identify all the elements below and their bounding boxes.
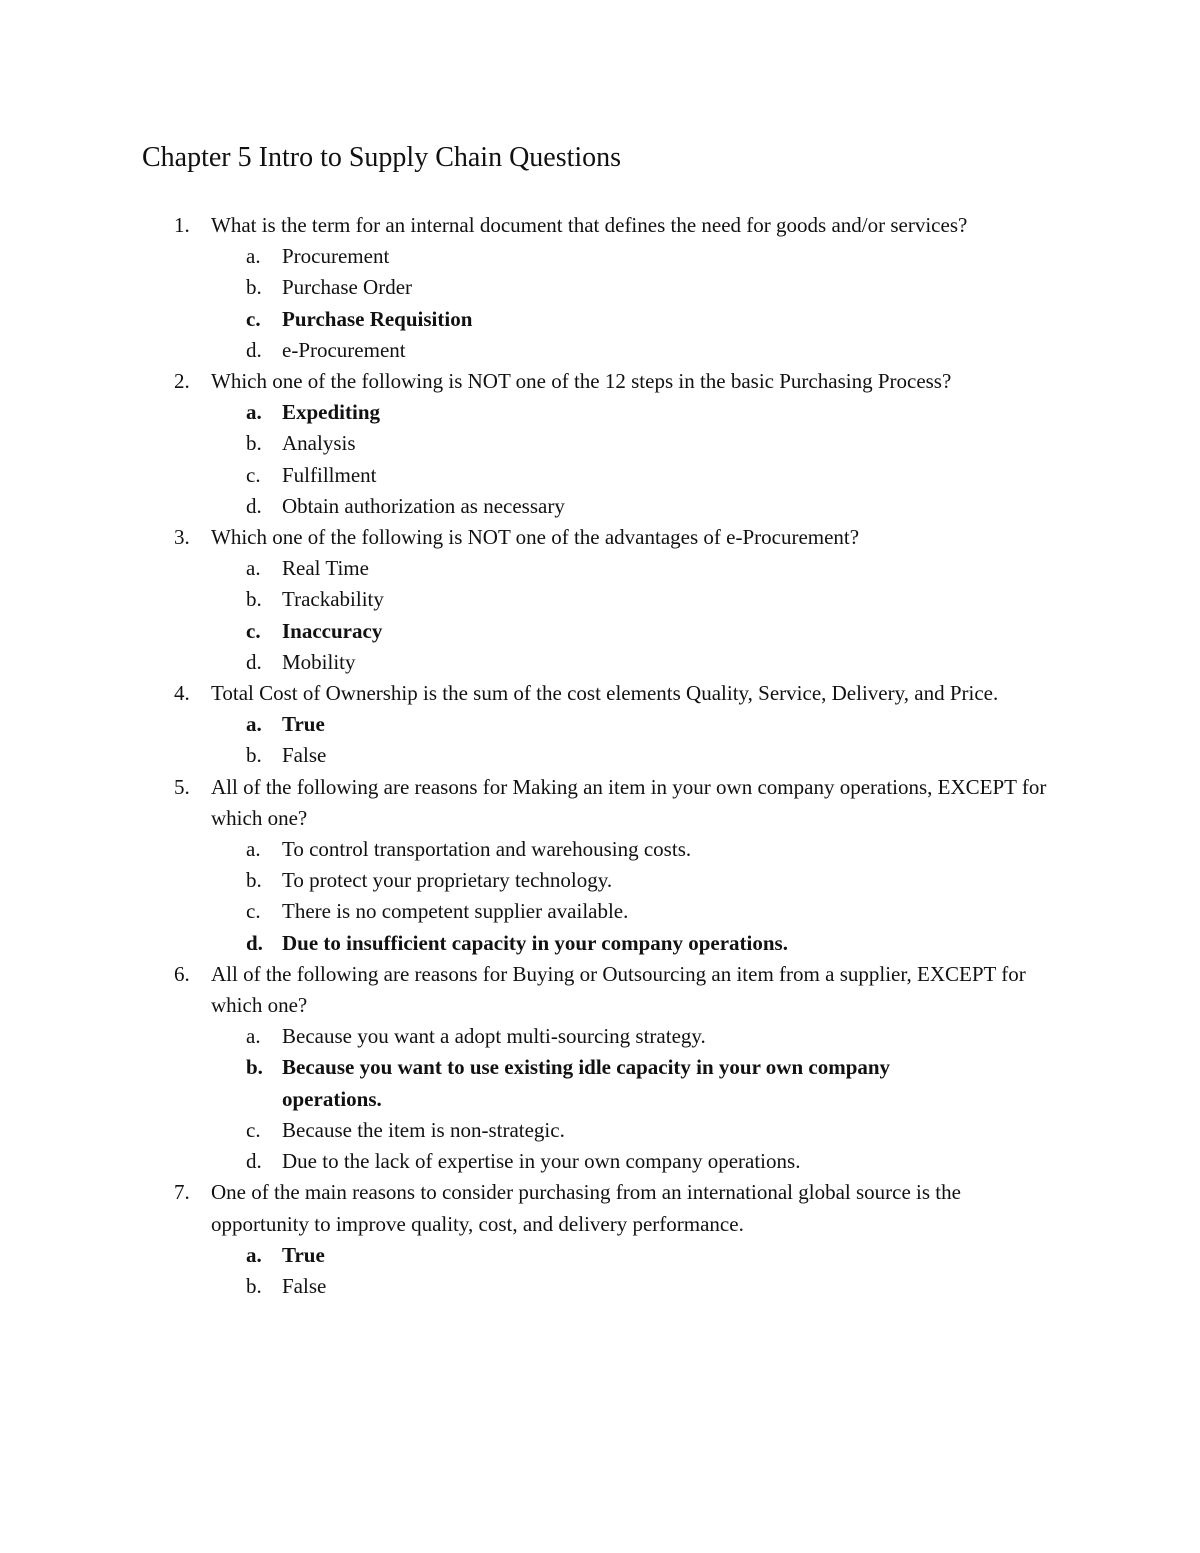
- answer-option: [0, 1115, 1200, 1146]
- question-text: Total Cost of Ownership is the sum of the cost elements Quality, Service, Delivery, and Price.: [211, 681, 999, 706]
- option-letter: c.: [246, 462, 261, 487]
- question-number: 3.: [174, 525, 190, 550]
- answer-options: [0, 397, 1200, 522]
- answer-option: [0, 491, 1200, 522]
- question-item: [0, 1177, 1200, 1302]
- option-letter: c.: [246, 1117, 261, 1142]
- answer-option-correct: [0, 709, 1200, 740]
- answer-option-correct: [0, 304, 1200, 335]
- answer-options: [0, 709, 1200, 771]
- question-number: 1.: [174, 213, 190, 237]
- question-number: 4.: [174, 681, 190, 706]
- answer-option: [0, 428, 1200, 459]
- option-letter: a.: [246, 1024, 261, 1049]
- answer-options: [0, 553, 1200, 678]
- option-text: e-Procurement: [282, 337, 406, 362]
- option-letter: a.: [246, 837, 261, 862]
- answer-option-correct: [0, 928, 1200, 959]
- option-letter: c.: [246, 306, 261, 331]
- option-letter: b.: [246, 587, 262, 612]
- answer-option-correct: [0, 397, 1200, 428]
- answer-option: [0, 584, 1200, 615]
- question-text: What is the term for an internal document that defines the need for goods and/or services?: [211, 213, 968, 237]
- option-letter: b.: [246, 743, 262, 768]
- option-text: True: [282, 1242, 325, 1267]
- option-letter: a.: [246, 400, 262, 425]
- answer-option: [0, 460, 1200, 491]
- option-letter: b.: [246, 1273, 262, 1298]
- option-text: Because you want a adopt multi-sourcing strategy.: [282, 1024, 706, 1049]
- question-number: 6.: [174, 961, 190, 986]
- page-title: Chapter 5 Intro to Supply Chain Questions: [142, 142, 622, 173]
- question-list: [0, 210, 1200, 1302]
- answer-option: [0, 241, 1200, 272]
- option-text: False: [282, 1273, 327, 1298]
- option-letter: b.: [246, 275, 262, 300]
- option-text: Due to insufficient capacity in your company operations.: [282, 930, 788, 955]
- option-letter: a.: [246, 712, 262, 737]
- option-letter: b.: [246, 431, 262, 456]
- answer-options: [0, 241, 1200, 366]
- option-text: To control transportation and warehousing costs.: [282, 837, 692, 862]
- option-letter: b.: [246, 868, 262, 893]
- option-text: Because the item is non-strategic.: [282, 1117, 565, 1142]
- question-text: One of the main reasons to consider purchasing from an international global source is the opportunity to improve quality, cost, and delivery performance.: [211, 1180, 961, 1236]
- option-text: Fulfillment: [282, 462, 377, 487]
- answer-options: [0, 1021, 1200, 1177]
- option-text: True: [282, 712, 325, 737]
- question-item: [0, 366, 1200, 522]
- option-text: Trackability: [282, 587, 384, 612]
- answer-option: [0, 335, 1200, 366]
- question-item: [0, 772, 1200, 959]
- option-text: There is no competent supplier available.: [282, 899, 629, 924]
- question-text: All of the following are reasons for Making an item in your own company operations, EXCEPT for which one?: [211, 774, 1047, 830]
- option-text: Real Time: [282, 556, 369, 581]
- question-number: 2.: [174, 369, 190, 394]
- option-text: Analysis: [282, 431, 356, 456]
- option-letter: d.: [246, 337, 262, 362]
- answer-option: [0, 272, 1200, 303]
- option-letter: a.: [246, 1242, 262, 1267]
- question-number: 5.: [174, 774, 190, 799]
- answer-option: [0, 896, 1200, 927]
- question-text: Which one of the following is NOT one of the advantages of e-Procurement?: [211, 525, 860, 550]
- answer-option: [0, 553, 1200, 584]
- option-letter: d.: [246, 493, 262, 518]
- option-letter: b.: [246, 1055, 263, 1080]
- option-text: To protect your proprietary technology.: [282, 868, 613, 893]
- option-text: Expediting: [282, 400, 381, 425]
- answer-option: [0, 834, 1200, 865]
- option-text: Because you want to use existing idle capacity in your own company operations.: [282, 1055, 891, 1111]
- answer-option: [0, 1021, 1200, 1052]
- option-letter: c.: [246, 618, 261, 643]
- option-letter: d.: [246, 649, 262, 674]
- question-text: Which one of the following is NOT one of the 12 steps in the basic Purchasing Process?: [211, 369, 952, 394]
- option-text: Due to the lack of expertise in your own company operations.: [282, 1149, 801, 1174]
- question-item: [0, 522, 1200, 678]
- option-text: False: [282, 743, 327, 768]
- question-item: [0, 959, 1200, 1177]
- option-letter: c.: [246, 899, 261, 924]
- answer-option-correct: [0, 1240, 1200, 1271]
- question-item: [0, 678, 1200, 772]
- option-text: Purchase Order: [282, 275, 413, 300]
- option-text: Obtain authorization as necessary: [282, 493, 565, 518]
- option-text: Inaccuracy: [282, 618, 383, 643]
- answer-option-correct: [0, 1052, 1200, 1114]
- answer-option: [0, 647, 1200, 678]
- answer-options: [0, 1240, 1200, 1302]
- option-text: Mobility: [282, 649, 356, 674]
- question-text: All of the following are reasons for Buying or Outsourcing an item from a supplier, EXCEPT for which one?: [211, 961, 1026, 1018]
- answer-option: [0, 1271, 1200, 1302]
- option-letter: d.: [246, 930, 263, 955]
- option-text: Purchase Requisition: [282, 306, 473, 331]
- option-letter: d.: [246, 1149, 262, 1174]
- option-text: Procurement: [282, 244, 390, 269]
- option-letter: a.: [246, 244, 261, 269]
- question-item: [0, 210, 1200, 366]
- answer-option: [0, 740, 1200, 771]
- answer-option-correct: [0, 616, 1200, 647]
- option-letter: a.: [246, 556, 261, 581]
- answer-option: [0, 865, 1200, 896]
- answer-option: [0, 1146, 1200, 1177]
- question-number: 7.: [174, 1180, 190, 1205]
- answer-options: [0, 834, 1200, 959]
